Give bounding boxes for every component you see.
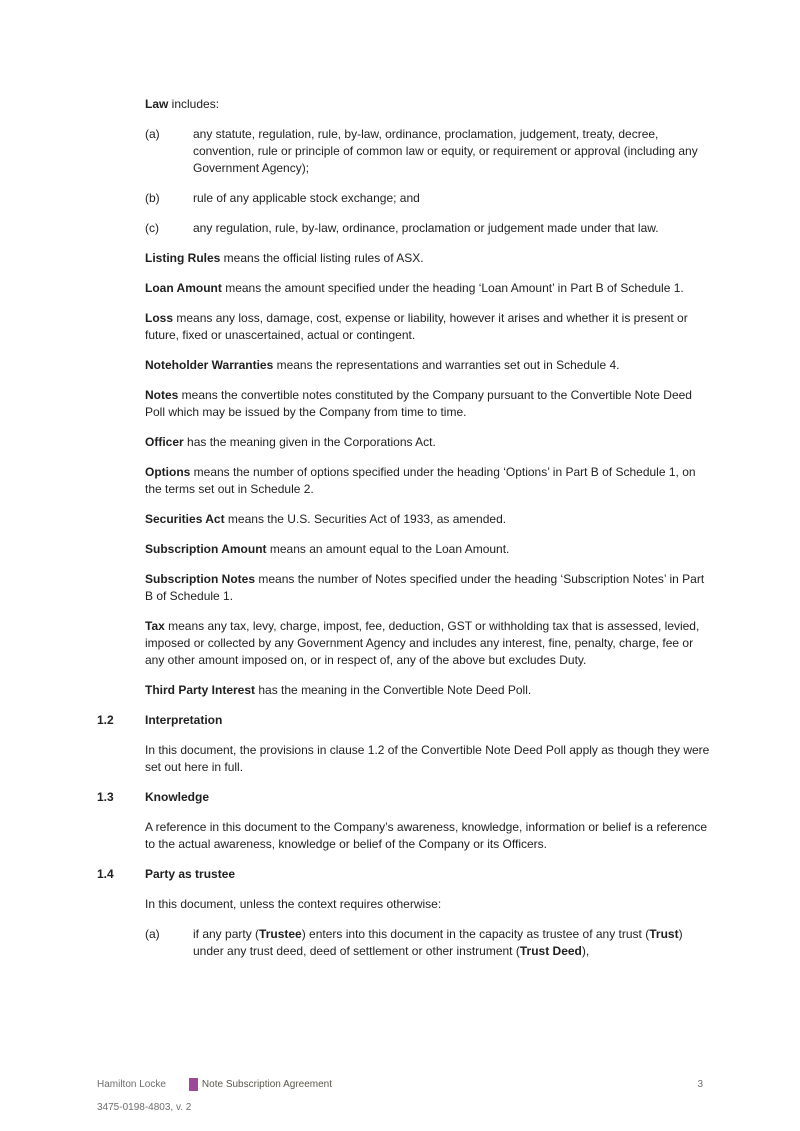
definition-listing-rules bbox=[145, 250, 713, 267]
document-body bbox=[97, 96, 713, 973]
definition-loss bbox=[145, 310, 713, 344]
section-number: 1.4 bbox=[97, 867, 114, 881]
list-text: any statute, regulation, rule, by-law, ordinance, proclamation, judgement, treaty, decree, convention, rule or principle of common law or equity, or requirement or approval (including any Government Agency); bbox=[193, 127, 698, 175]
document-id: 3475-0198-4803, v. 2 bbox=[97, 1102, 192, 1113]
defined-term: Securities Act bbox=[145, 512, 225, 526]
list-label: (a) bbox=[145, 127, 160, 141]
definition-subscription-notes bbox=[145, 571, 713, 605]
definition-officer bbox=[145, 434, 713, 451]
defined-term: Third Party Interest bbox=[145, 683, 256, 697]
list-item-a bbox=[145, 126, 713, 177]
list-item-trustee-a bbox=[145, 926, 713, 960]
definition-securities-act bbox=[145, 511, 713, 528]
firm-name: Hamilton Locke bbox=[97, 1078, 166, 1090]
section-number: 1.2 bbox=[97, 713, 114, 727]
defined-term: Noteholder Warranties bbox=[145, 358, 274, 372]
list-text: rule of any applicable stock exchange; and bbox=[193, 191, 420, 205]
section-title: Knowledge bbox=[145, 790, 210, 804]
defined-term-law: Law bbox=[145, 97, 169, 111]
defined-term: Subscription Amount bbox=[145, 542, 267, 556]
definition-loan-amount bbox=[145, 280, 713, 297]
section-intro-party-as-trustee: In this document, unless the context requires otherwise: bbox=[145, 897, 442, 911]
definition-notes bbox=[145, 387, 713, 421]
definition-subscription-amount bbox=[145, 541, 713, 558]
list-label: (b) bbox=[145, 191, 160, 205]
definition-noteholder-warranties bbox=[145, 357, 713, 374]
definition-text: includes: bbox=[168, 97, 220, 111]
definition-text: means the official listing rules of ASX. bbox=[220, 251, 424, 265]
definition-text: means any loss, damage, cost, expense or liability, however it arises and whether it is present or future, fixed or unascertained, actual or contingent. bbox=[145, 311, 688, 342]
section-body-interpretation: In this document, the provisions in clause 1.2 of the Convertible Note Deed Poll apply as though they were set out here in full. bbox=[145, 743, 710, 774]
list-text: if any party (Trustee) enters into this document in the capacity as trustee of any trust (Trust) under any trust deed, deed of settlement or other instrument (Trust Deed), bbox=[193, 927, 683, 958]
footer-row bbox=[97, 1078, 703, 1091]
list-label: (c) bbox=[145, 221, 159, 235]
brand-square-icon bbox=[189, 1078, 198, 1091]
definition-text: means the representations and warranties set out in Schedule 4. bbox=[273, 358, 620, 372]
definition-text: means an amount equal to the Loan Amount. bbox=[266, 542, 510, 556]
defined-term: Loss bbox=[145, 311, 174, 325]
definition-text: means the number of options specified under the heading ‘Options’ in Part B of Schedule 1, on the terms set out in Schedule 2. bbox=[145, 465, 696, 496]
definition-text: means any tax, levy, charge, impost, fee, deduction, GST or withholding tax that is assessed, levied, imposed or collected by any Government Agency and includes any interest, fine, penalty, charge, fee or any other amount imposed on, or in respect of, any of the above but excludes Duty. bbox=[145, 619, 700, 667]
list-item-c bbox=[145, 220, 713, 237]
section-heading-knowledge bbox=[97, 789, 713, 806]
section-title: Party as trustee bbox=[145, 867, 236, 881]
section-heading-party-as-trustee bbox=[97, 866, 713, 883]
definition-text: means the number of Notes specified under the heading ‘Subscription Notes’ in Part B of Schedule 1. bbox=[145, 572, 705, 603]
defined-term: Notes bbox=[145, 388, 179, 402]
definition-tax bbox=[145, 618, 713, 669]
list-text: any regulation, rule, by-law, ordinance, proclamation or judgement made under that law. bbox=[193, 221, 659, 235]
defined-term: Officer bbox=[145, 435, 184, 449]
page-number: 3 bbox=[697, 1078, 703, 1090]
defined-term: Tax bbox=[145, 619, 165, 633]
definition-text: means the U.S. Securities Act of 1933, as amended. bbox=[224, 512, 507, 526]
definition-text: means the amount specified under the heading ‘Loan Amount’ in Part B of Schedule 1. bbox=[221, 281, 684, 295]
defined-term: Listing Rules bbox=[145, 251, 221, 265]
section-heading-interpretation bbox=[97, 712, 713, 729]
defined-term: Loan Amount bbox=[145, 281, 222, 295]
section-number: 1.3 bbox=[97, 790, 114, 804]
section-title: Interpretation bbox=[145, 713, 223, 727]
page-footer bbox=[97, 1078, 703, 1114]
section-body-knowledge: A reference in this document to the Company’s awareness, knowledge, information or belief is a reference to the actual awareness, knowledge or belief of the Company or its Officers. bbox=[145, 820, 708, 851]
definition-text: has the meaning given in the Corporations Act. bbox=[183, 435, 436, 449]
definition-text: has the meaning in the Convertible Note Deed Poll. bbox=[255, 683, 532, 697]
list-label: (a) bbox=[145, 927, 160, 941]
definition-law bbox=[145, 96, 713, 113]
definition-text: means the convertible notes constituted by the Company pursuant to the Convertible Note Deed Poll which may be issued by the Company from time to time. bbox=[145, 388, 692, 419]
list-item-b bbox=[145, 190, 713, 207]
footer-doc-title: Note Subscription Agreement bbox=[201, 1078, 332, 1090]
definition-options bbox=[145, 464, 713, 498]
defined-term: Options bbox=[145, 465, 191, 479]
definition-third-party-interest bbox=[145, 682, 713, 699]
defined-term: Subscription Notes bbox=[145, 572, 256, 586]
